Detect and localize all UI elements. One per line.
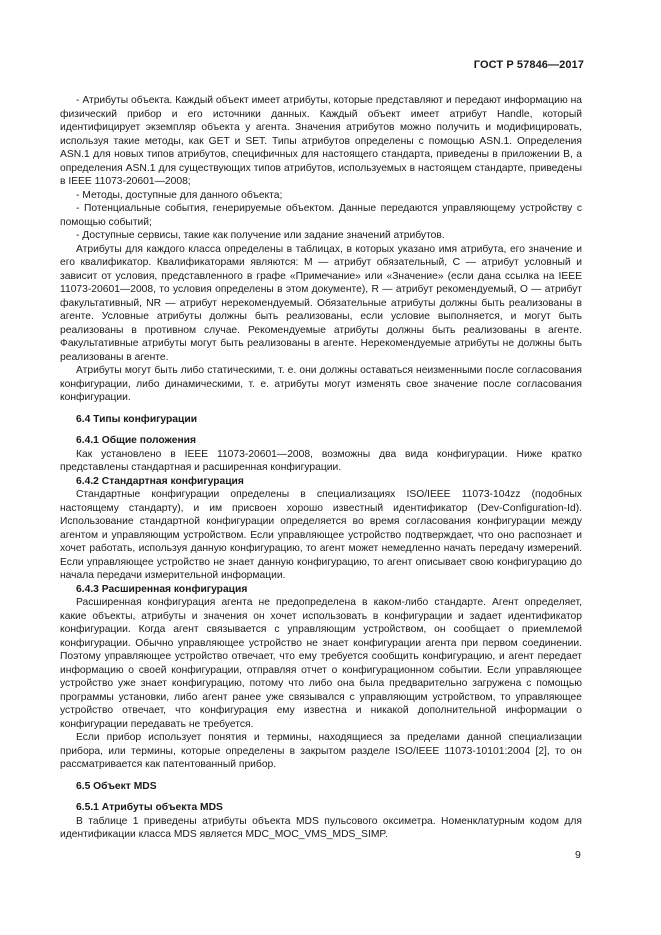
body-paragraph: Атрибуты могут быть либо статическими, т. е. они должны оставаться неизменными после согласования конфигурации, либо динамическими, т. е. атрибуты могут изменять свое значение после согласования конфигурации.	[60, 365, 582, 403]
body-paragraph: Если прибор использует понятия и термины, находящиеся за пределами данной специализации прибора, или термины, которые определены в закрытом разделе ISO/IEEE 11073-10101:2004 [2], то он рассматривается как патентованный прибор.	[60, 732, 582, 770]
page-number: 9	[575, 849, 581, 861]
body-paragraph: Расширенная конфигурация агента не предопределена в каком-либо стандарте. Агент определяет, какие объекты, атрибуты и значения он хочет использовать в конфигурации и задает идентификатор конфигурации. Когда агент связывается с управляющим устройством, он сообщает о приемлемой конфигурации. Обычно управляющее устройство не знает конфигурации агента при первом соединении. Поэтому управляющее устройство отвечает, что ему требуется сообщить конфигурацию, и агент передает информацию о своей конфигурации, отправляя отчет о конфигурационном событии. Если управляющее устройство уже знает конфигурацию, потому что либо она была предварительно загружена с помощью программы установки, либо агент ранее уже связывался с управляющим устройством, то управляющее устройство отвечает, что конфигурация ему известна и никакой дополнительной информации о конфигурации передавать не требуется.	[60, 597, 582, 730]
list-item-events: - Потенциальные события, генерируемые объектом. Данные передаются управляющему устройству с помощью событий;	[60, 203, 582, 228]
list-item-methods: - Методы, доступные для данного объекта;	[76, 189, 283, 201]
body-paragraph: Как установлено в IEEE 11073-20601—2008, возможны два вида конфигурации. Ниже кратко представлены стандартная и расширенная конфигурации.	[60, 448, 582, 473]
body-paragraph: Атрибуты для каждого класса определены в таблицах, в которых указано имя атрибута, его значение и его квалификатор. Квалификаторами являются: M — атрибут обязательный, C — атрибут условный и зависит от условия, представленного в графе «Примечание» или «Значение» (если дана ссылка на IEEE 11073-20601—2008, то условия определены в этом документе), R — атрибут рекомендуемый, O — атрибут факультативный, NR — атрибут нерекомендуемый. Обязательные атрибуты должны быть реализованы в агенте. Условные атрибуты должны быть реализованы, если условие выполняется, и могут быть реализованы в противном случае. Рекомендуемые атрибуты должны быть реализованы в агенте. Факультативные атрибуты могут быть реализованы в агенте. Нерекомендуемые атрибуты не должны быть реализованы в агенте.	[60, 243, 582, 363]
subsection-heading: 6.4.3 Расширенная конфигурация	[76, 583, 248, 595]
document-body	[60, 94, 582, 842]
list-item-attributes: - Атрибуты объекта. Каждый объект имеет атрибуты, которые представляют и передают информацию на физический прибор и его источники данных. Каждый объект имеет атрибут Handle, который идентифицирует экземпляр объекта у агента. Значения атрибутов можно получить и модифицировать, используя такие методы, как GET и SET. Типы атрибутов определены с помощью ASN.1. Определения ASN.1 для новых типов атрибутов, специфичных для настоящего стандарта, приведены в приложении B, а определения ASN.1 для существующих типов атрибутов, используемых в настоящем стандарте, приведены в IEEE 11073-20601—2008;	[60, 95, 582, 187]
section-heading: 6.5 Объект MDS	[76, 780, 157, 792]
body-paragraph: В таблице 1 приведены атрибуты объекта MDS пульсового оксиметра. Номенклатурным кодом для идентификации класса MDS является MDC_MOC_VMS_MDS_SIMP.	[60, 815, 582, 840]
list-item-services: - Доступные сервисы, такие как получение или задание значений атрибутов.	[76, 230, 445, 241]
subsection-heading: 6.4.2 Стандартная конфигурация	[76, 475, 244, 487]
section-heading: 6.4 Типы конфигурации	[76, 413, 198, 425]
subsection-heading: 6.4.1 Общие положения	[76, 435, 196, 446]
subsection-heading: 6.5.1 Атрибуты объекта MDS	[76, 802, 223, 813]
body-paragraph: Стандартные конфигурации определены в специализациях ISO/IEEE 11073-104zz (подобных настоящему стандарту), и им присвоен хорошо известный идентификатор (Dev-Configuration-Id). Использование стандартной конфигурации определяется во время согласования конфигурации между агентом и управляющим устройством. Если управляющее устройство подтверждает, что оно распознает и хочет работать, используя данную конфигурацию, то агент может немедленно начать передачу измерений. Если управляющее устройство не знает данную конфигурацию, то агент описывает свою конфигурацию до начала передачи измерительной информации.	[60, 489, 582, 581]
standard-header: ГОСТ Р 57846—2017	[473, 59, 584, 71]
